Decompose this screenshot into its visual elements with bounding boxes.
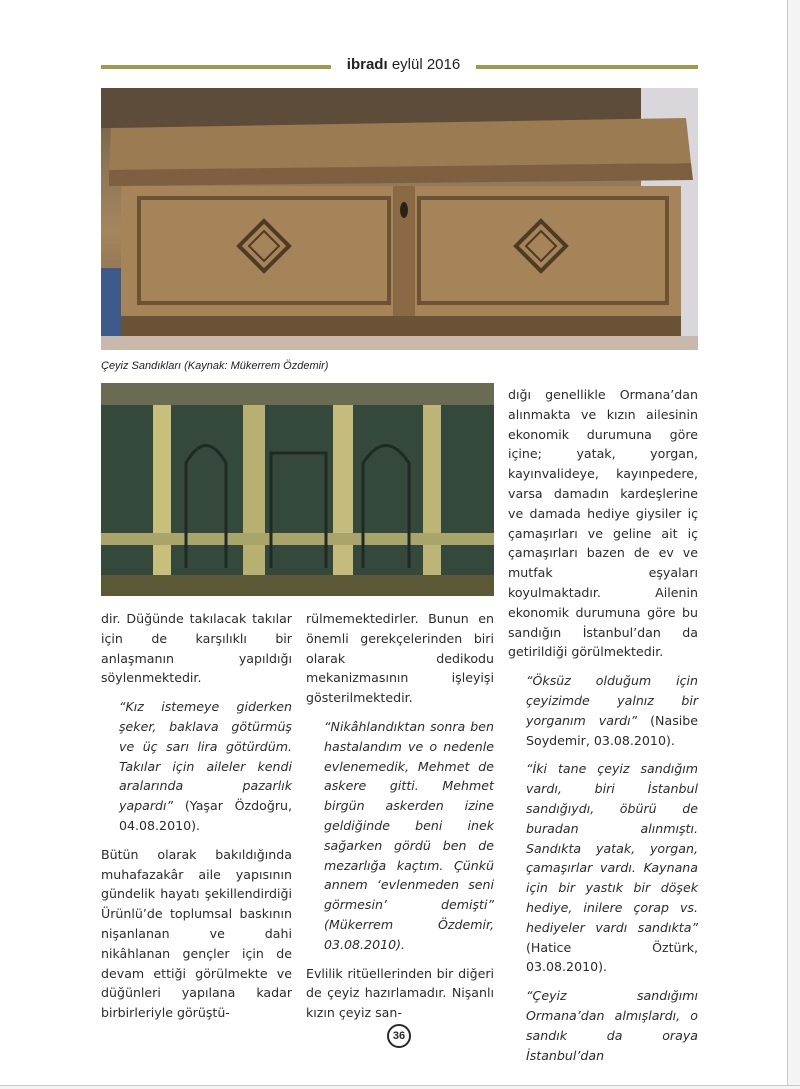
wooden-chest-illustration: [101, 88, 698, 350]
paragraph: rülmemektedirler. Bunun en önemli gerekçelerinden biri olarak dedikodu mekanizmasının işleyişi gösterilmektedir.: [306, 611, 494, 706]
text-column-2: [306, 609, 494, 1032]
text-column-1: [101, 609, 292, 1032]
quote-text: “Öksüz olduğum için çeyizimde yalnız bir yorganım vardı”: [526, 673, 698, 728]
header-rule-left: [101, 65, 331, 69]
quote-text: “Çeyiz sandığımı Ormana’dan almışlardı, o sandık da oraya İstanbul’dan: [526, 988, 698, 1063]
quote-paragraph: [101, 697, 292, 836]
paragraph: Bütün olarak bakıldığında muhafazakâr aile yapısının gündelik hayatı şekillendirdiği Ürünlü’de toplumsal baskının nişanlanan ve dahi nikâhlanan gençler için de devam ettiği görülmekte ve düğünleri yapılana kadar birbirleriyle görüştü-: [101, 846, 292, 1021]
quote-source: (Nasibe Soydemir, 03.08.2010).: [526, 712, 698, 748]
quote-paragraph: [508, 671, 698, 750]
page-number: 36: [387, 1024, 411, 1048]
photo-caption: Çeyiz Sandıkları (Kaynak: Mükerrem Özdemir): [101, 360, 329, 372]
header-brand: ibradı: [346, 56, 388, 73]
quote-source: (Yaşar Özdoğru, 04.08.2010).: [119, 798, 292, 833]
paragraph: dığı genellikle Ormana’dan alınmakta ve kızın ailesinin ekonomik durumuna göre içine; yatak, yorgan, kayınvalideye, kayınpedere, varsa damadın kardeşlerine ve damada hediye giysiler iç çamaşırları ve geline ait iç çamaşırları bazen de ev ve mutfak eşyaları koyulmaktadır. Ailenin ekonomik durumuna göre bu sandığın İstanbul’dan da getirildiği görülmektedir.: [508, 387, 698, 660]
wooden-chest-photo: [101, 88, 698, 350]
quote-source: (Hatice Öztürk, 03.08.2010).: [526, 939, 698, 975]
page-edge-right: [787, 0, 800, 1089]
quote-paragraph: [508, 986, 698, 1065]
page-edge-bottom: [0, 1085, 800, 1089]
quote-text: “Nikâhlandıktan sonra ben hastalandım ve o nedenle evlenemedik, Mehmet de askere gitti. Mehmet birgün askerden izine geldiğinde beni inek sağarken gördü ben de mezarlığa kaçtım. Çünkü annem ‘evlenmeden seni görmesin’ demişti” (Mükerrem Özdemir, 03.08.2010).: [324, 718, 494, 952]
paragraph: dir. Düğünde takılacak takılar için de karşılıklı bir anlaşmanın yapıldığı söylenmektedir.: [101, 611, 292, 686]
studded-chest-illustration: [101, 383, 494, 596]
running-header: [331, 56, 476, 73]
paragraph: Evlilik ritüellerinden bir diğeri de çeyiz hazırlamadır. Nişanlı kızın çeyiz san-: [306, 965, 494, 1021]
header-rule-right: [476, 65, 698, 69]
studded-chest-photo: [101, 383, 494, 596]
quote-text: “Kız istemeye giderken şeker, baklava götürmüş ve üç sarı lira götürdüm. Takılar için aileler kendi aralarında pazarlık yapardı”: [119, 699, 292, 814]
header-issue: eylül 2016: [391, 56, 461, 73]
quote-text: “İki tane çeyiz sandığım vardı, biri İstanbul sandığıydı, öbürü de buradan alınmıştı. Sandıkta yatak, yorgan, çamaşırlar vardı. Kaynana için bir yastık bir döşek hediye, inilere çorap vs. hediyeler vardı sandıkta”: [526, 761, 698, 935]
quote-paragraph: [306, 717, 494, 955]
quote-paragraph: [508, 759, 698, 977]
text-column-3: [508, 385, 698, 1074]
